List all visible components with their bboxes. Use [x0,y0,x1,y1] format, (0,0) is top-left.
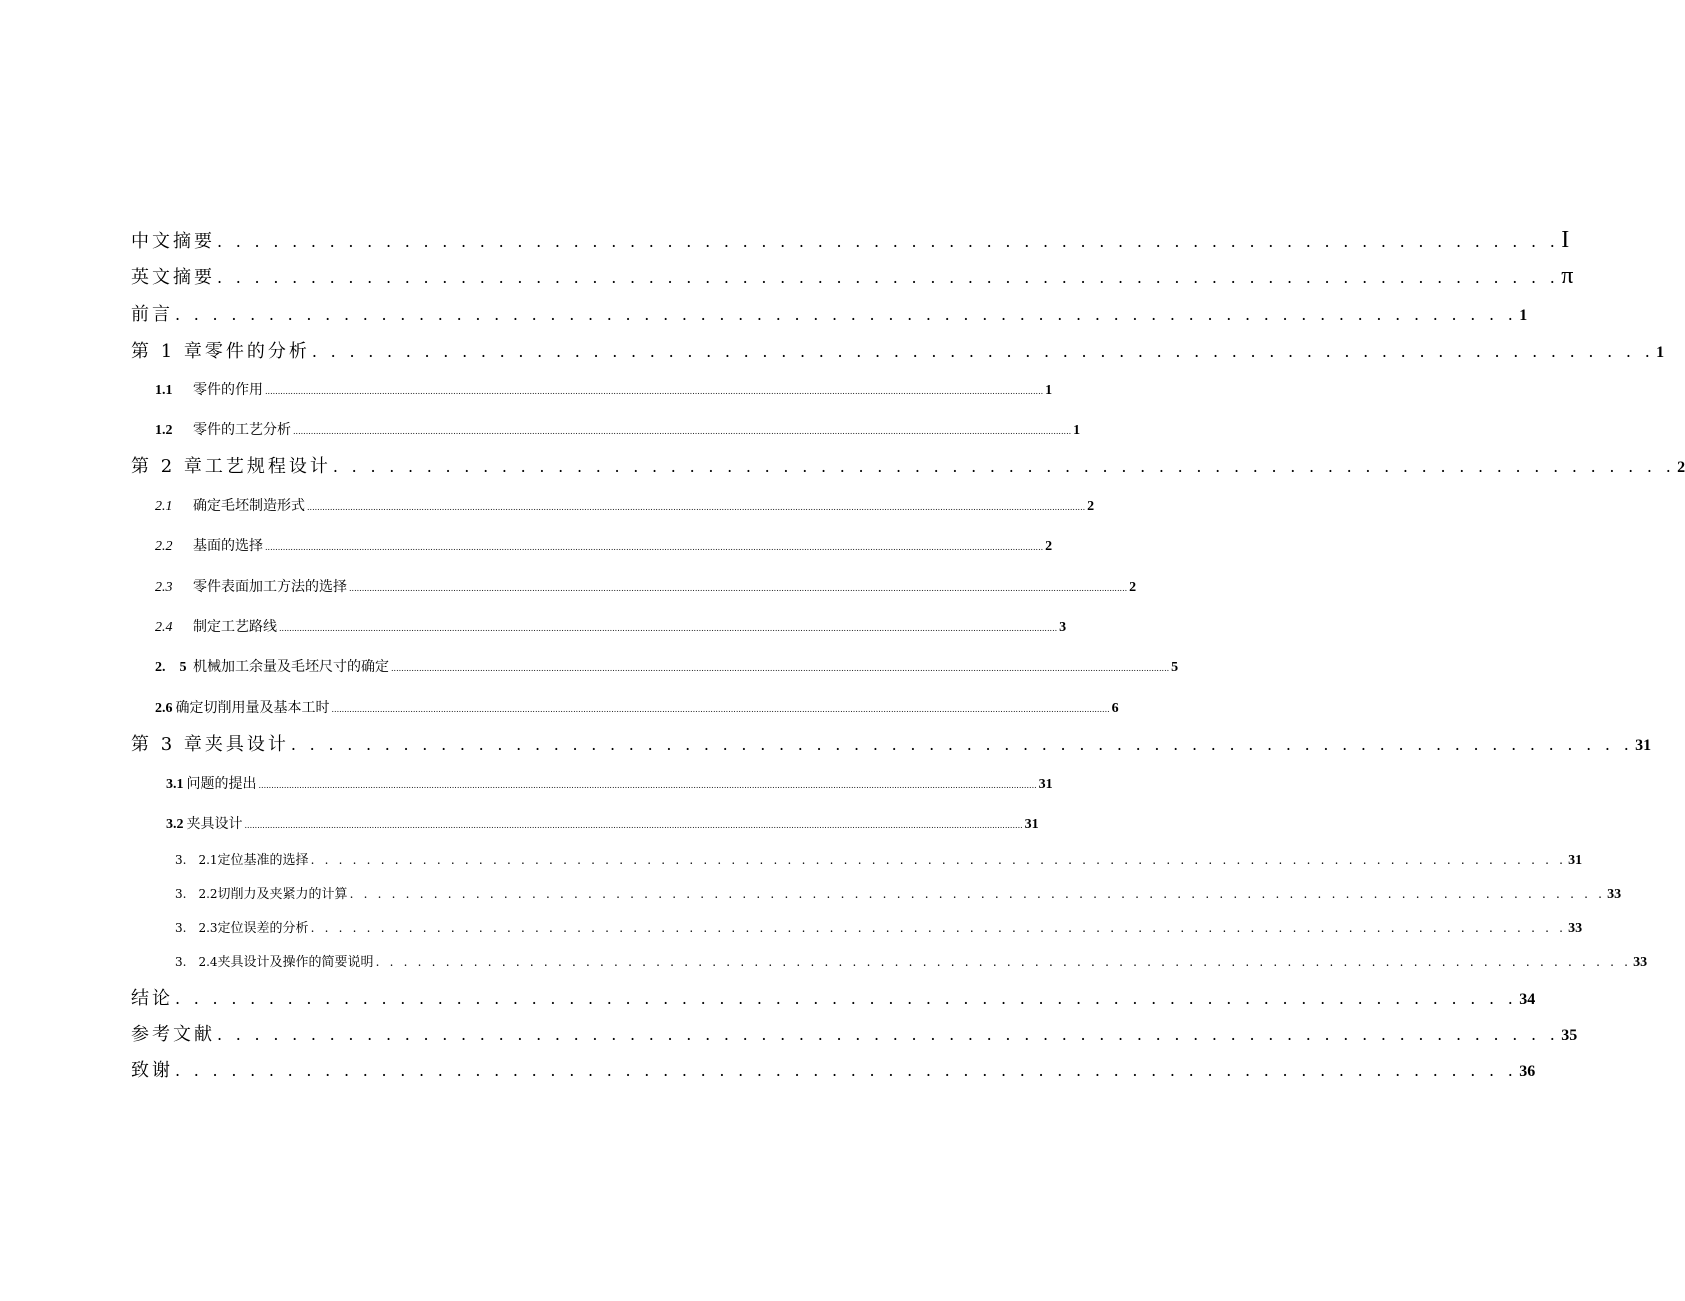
toc-page-number: 36 [1519,1063,1536,1080]
toc-entry-title: 夹具设计及操作的简要说明 [217,955,374,970]
toc-entry-chapter-3[interactable] [131,730,1652,756]
toc-section-number: 3.2 [166,817,184,832]
toc-entry-title: 确定切削用量及基本工时 [175,700,330,716]
toc-entry-title: 结论 [131,988,173,1009]
toc-entry-title: 致谢 [131,1060,173,1081]
toc-entry-title: 确定毛坯制造形式 [193,498,305,514]
dot-leader: .................................................................................................................................................................................................................................................................................................................. [349,584,1128,593]
toc-page-number: 34 [1519,991,1536,1008]
dot-leader: .................................................................................................................................................................................................................................................................................................................. [279,624,1058,633]
toc-page-number: 33 [1607,887,1622,902]
toc-entry-title: 零件的工艺分析 [193,422,291,438]
toc-page-number: 2 [1087,499,1095,514]
toc-section-number: 2. 5 [155,660,187,675]
toc-entry-3-2-2[interactable] [175,883,1622,903]
toc-entry-3-1[interactable] [166,773,1053,793]
toc-entry-2-4[interactable] [155,616,1067,636]
toc-entry-title: 零件表面加工方法的选择 [193,579,347,595]
toc-page-number: 6 [1111,701,1119,716]
toc-entry-title: 英文摘要 [131,267,215,288]
dot-leader: .................................................................................................................................................................................................................................................................................................................. [331,705,1110,714]
dot-leader: . . . . . . . . . . . . . . . . . . . . . . . . . . . . . . . . . . . . . . . . . . . . . . . . . . . . . . . . . . . . . . . . . . . . . . . . [175,1061,1518,1080]
toc-entry-1-1[interactable] [155,379,1053,399]
dot-leader: . . . . . . . . . . . . . . . . . . . . . . . . . . . . . . . . . . . . . . . . . . . . . . . . . . . . . . . . . . . . . . . . . . . . . . . . [332,457,1676,476]
dot-leader: . . . . . . . . . . . . . . . . . . . . . . . . . . . . . . . . . . . . . . . . . . . . . . . . . . . . . . . . . . . . . . . . . . . . . . . . . . . . . . . . . . . . . . . . . . [375,955,1632,969]
toc-section-number: 2.6 [155,701,173,716]
toc-entry-3-2-1[interactable] [175,849,1583,869]
toc-page-number: 5 [1171,660,1179,675]
toc-page-number: 31 [1568,853,1583,868]
toc-page-number: 2 [1045,539,1053,554]
toc-section-number: 2.2 [155,539,173,554]
toc-entry-title: 前言 [131,304,173,325]
dot-leader: .................................................................................................................................................................................................................................................................................................................. [265,387,1044,396]
toc-entry-2-5[interactable] [155,656,1179,676]
toc-chapter-number: 第 1 章 [131,341,205,362]
toc-page-number: 33 [1633,955,1648,970]
toc-entry-title: 零件的分析 [204,341,310,362]
toc-page-number: I [1561,227,1570,253]
toc-entry-3-2[interactable] [166,813,1039,833]
toc-entry-chapter-2[interactable] [131,452,1685,478]
dot-leader: . . . . . . . . . . . . . . . . . . . . . . . . . . . . . . . . . . . . . . . . . . . . . . . . . . . . . . . . . . . . . . . . . . . . . . . . [217,232,1560,251]
toc-section-number: 1.1 [155,383,173,398]
toc-page-number: 2 [1677,459,1685,476]
toc-entry-preface[interactable] [131,300,1528,326]
toc-entry-title: 基面的选择 [193,538,263,554]
dot-leader: . . . . . . . . . . . . . . . . . . . . . . . . . . . . . . . . . . . . . . . . . . . . . . . . . . . . . . . . . . . . . . . . . . . . . . . . . . . . . . . . . . . . . . . . . . [310,921,1567,935]
toc-entry-2-6[interactable] [155,697,1119,717]
dot-leader: . . . . . . . . . . . . . . . . . . . . . . . . . . . . . . . . . . . . . . . . . . . . . . . . . . . . . . . . . . . . . . . . . . . . . . . . [290,735,1634,754]
toc-entry-title: 零件的作用 [193,382,263,398]
toc-entry-2-3[interactable] [155,576,1137,596]
toc-entry-title: 参考文献 [131,1024,215,1045]
toc-section-number: 2.4 [155,620,173,635]
toc-subsection-number: 3. 2.2 [175,887,218,901]
toc-entry-title: 中文摘要 [131,231,215,252]
toc-entry-references[interactable] [131,1020,1578,1046]
toc-page-number: 1 [1656,344,1665,361]
toc-subsection-number: 3. 2.4 [175,955,218,969]
toc-entry-title: 机械加工余量及毛坯尺寸的确定 [193,659,389,675]
toc-entry-title: 夹具设计 [186,816,243,832]
toc-page-number: 33 [1568,921,1583,936]
dot-leader: .................................................................................................................................................................................................................................................................................................................. [391,664,1170,673]
dot-leader: . . . . . . . . . . . . . . . . . . . . . . . . . . . . . . . . . . . . . . . . . . . . . . . . . . . . . . . . . . . . . . . . . . . . . . . . [175,305,1518,324]
dot-leader: . . . . . . . . . . . . . . . . . . . . . . . . . . . . . . . . . . . . . . . . . . . . . . . . . . . . . . . . . . . . . . . . . . . . . . . . [217,1025,1560,1044]
dot-leader: . . . . . . . . . . . . . . . . . . . . . . . . . . . . . . . . . . . . . . . . . . . . . . . . . . . . . . . . . . . . . . . . . . . . . . . . [311,342,1655,361]
dot-leader: .................................................................................................................................................................................................................................................................................................................. [293,427,1072,436]
dot-leader: . . . . . . . . . . . . . . . . . . . . . . . . . . . . . . . . . . . . . . . . . . . . . . . . . . . . . . . . . . . . . . . . . . . . . . . . [175,989,1518,1008]
toc-entry-english-abstract[interactable] [131,263,1574,290]
toc-subsection-number: 3. 2.1 [175,853,218,867]
toc-entry-title: 定位基准的选择 [217,853,309,868]
toc-section-number: 3.1 [166,777,184,792]
toc-entry-title: 工艺规程设计 [204,456,331,477]
dot-leader: .................................................................................................................................................................................................................................................................................................................. [258,781,1037,790]
toc-entry-conclusion[interactable] [131,984,1536,1010]
toc-entry-title: 制定工艺路线 [193,619,277,635]
toc-page-number: 31 [1024,817,1039,832]
toc-entry-title: 问题的提出 [186,776,257,792]
toc-page-number: π [1561,263,1574,289]
toc-entry-title: 定位误差的分析 [217,921,309,936]
toc-entry-title: 夹具设计 [204,734,289,755]
dot-leader: .................................................................................................................................................................................................................................................................................................................. [265,543,1044,552]
toc-page-number: 2 [1129,580,1137,595]
toc-entry-chinese-abstract[interactable] [131,227,1570,254]
toc-entry-chapter-1[interactable] [131,337,1665,363]
toc-page-number: 35 [1561,1027,1578,1044]
toc-subsection-number: 3. 2.3 [175,921,218,935]
toc-entry-acknowledgements[interactable] [131,1056,1536,1082]
toc-page-number: 1 [1073,423,1081,438]
toc-entry-3-2-4[interactable] [175,951,1648,971]
dot-leader: .................................................................................................................................................................................................................................................................................................................. [244,821,1023,830]
toc-page-number: 31 [1635,737,1652,754]
toc-page-number: 31 [1038,777,1053,792]
toc-section-number: 2.1 [155,499,173,514]
toc-chapter-number: 第 2 章 [131,456,205,477]
toc-entry-3-2-3[interactable] [175,917,1583,937]
dot-leader: . . . . . . . . . . . . . . . . . . . . . . . . . . . . . . . . . . . . . . . . . . . . . . . . . . . . . . . . . . . . . . . . . . . . . . . . [217,268,1560,287]
toc-entry-2-2[interactable] [155,535,1053,555]
toc-page-number: 3 [1059,620,1067,635]
toc-page-number: 1 [1519,307,1528,324]
toc-page-number: 1 [1045,383,1053,398]
dot-leader: .................................................................................................................................................................................................................................................................................................................. [307,503,1086,512]
toc-entry-title: 切削力及夹紧力的计算 [217,887,348,902]
dot-leader: . . . . . . . . . . . . . . . . . . . . . . . . . . . . . . . . . . . . . . . . . . . . . . . . . . . . . . . . . . . . . . . . . . . . . . . . . . . . . . . . . . . . . . . . . . [349,887,1606,901]
toc-chapter-number: 第 3 章 [131,734,205,755]
toc-section-number: 2.3 [155,580,173,595]
toc-entry-1-2[interactable] [155,419,1081,439]
toc-entry-2-1[interactable] [155,495,1095,515]
dot-leader: . . . . . . . . . . . . . . . . . . . . . . . . . . . . . . . . . . . . . . . . . . . . . . . . . . . . . . . . . . . . . . . . . . . . . . . . . . . . . . . . . . . . . . . . . . [310,853,1567,867]
toc-section-number: 1.2 [155,423,173,438]
